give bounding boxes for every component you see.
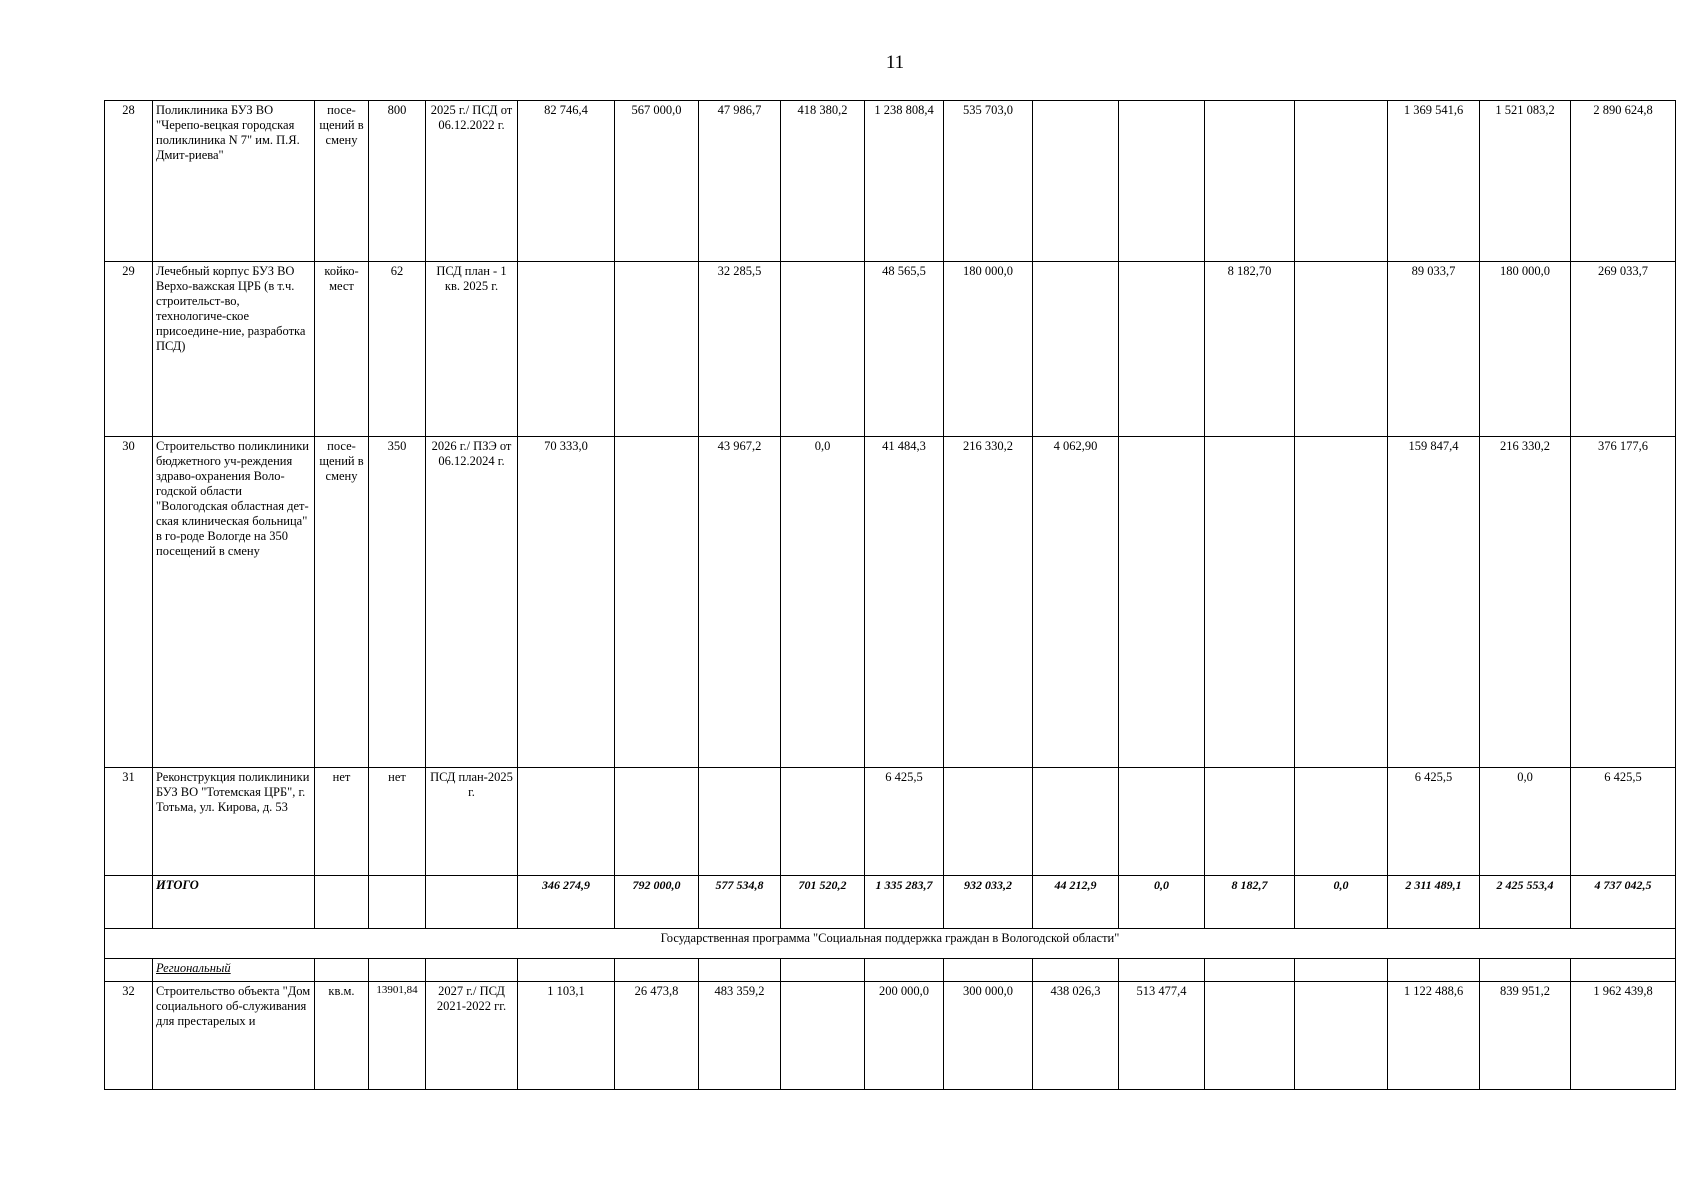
capacity-unit: нет — [315, 768, 369, 876]
total-value: 2 311 489,1 — [1388, 876, 1480, 929]
object-name: Строительство поликлиники бюджетного уч-реждения здраво-охранения Воло-годской области "Вологодская областная дет-ская клиническая больница" в го-роде Вологде на 350 посещений в смену — [153, 437, 315, 768]
value-cell: 0,0 — [781, 437, 865, 768]
completion-term: 2026 г./ ПЗЭ от 06.12.2024 г. — [426, 437, 518, 768]
value-cell — [1119, 768, 1205, 876]
value-cell: 180 000,0 — [1480, 262, 1571, 437]
value-cell — [1205, 101, 1295, 262]
value-cell — [1205, 768, 1295, 876]
value-cell: 1 521 083,2 — [1480, 101, 1571, 262]
table-row — [105, 437, 1676, 768]
value-cell — [1033, 768, 1119, 876]
value-cell: 483 359,2 — [699, 982, 781, 1090]
page-number: 11 — [885, 52, 905, 73]
value-cell — [518, 768, 615, 876]
value-cell — [944, 768, 1033, 876]
value-cell: 216 330,2 — [944, 437, 1033, 768]
object-name: Поликлиника БУЗ ВО "Черепо-вецкая городская поликлиника N 7" им. П.Я. Дмит-риева" — [153, 101, 315, 262]
empty-cell — [865, 959, 944, 982]
value-cell: 6 425,5 — [865, 768, 944, 876]
value-cell: 216 330,2 — [1480, 437, 1571, 768]
value-cell: 269 033,7 — [1571, 262, 1676, 437]
capacity-value: 800 — [369, 101, 426, 262]
value-cell: 47 986,7 — [699, 101, 781, 262]
value-cell — [1205, 982, 1295, 1090]
capacity-value: 62 — [369, 262, 426, 437]
value-cell — [615, 768, 699, 876]
total-label: ИТОГО — [153, 876, 315, 929]
capacity-unit: посе-щений в смену — [315, 437, 369, 768]
empty-cell — [1295, 959, 1388, 982]
value-cell: 4 062,90 — [1033, 437, 1119, 768]
value-cell: 6 425,5 — [1571, 768, 1676, 876]
value-cell: 41 484,3 — [865, 437, 944, 768]
value-cell — [1295, 982, 1388, 1090]
value-cell — [615, 262, 699, 437]
capacity-value: 350 — [369, 437, 426, 768]
program-header-row — [105, 929, 1676, 959]
total-value: 0,0 — [1119, 876, 1205, 929]
value-cell — [1295, 101, 1388, 262]
total-value: 792 000,0 — [615, 876, 699, 929]
value-cell: 8 182,70 — [1205, 262, 1295, 437]
empty-cell — [615, 959, 699, 982]
value-cell: 418 380,2 — [781, 101, 865, 262]
value-cell — [518, 262, 615, 437]
table-row — [105, 768, 1676, 876]
row-number: 29 — [105, 262, 153, 437]
row-number: 28 — [105, 101, 153, 262]
capacity-unit: кв.м. — [315, 982, 369, 1090]
investment-table — [104, 100, 1676, 1090]
capacity-value: 13901,84 — [369, 982, 426, 1090]
row-number: 30 — [105, 437, 153, 768]
value-cell: 1 369 541,6 — [1388, 101, 1480, 262]
empty-cell — [1119, 959, 1205, 982]
object-name: Строительство объекта "Дом социального об-служивания для престарелых и — [153, 982, 315, 1090]
value-cell: 1 962 439,8 — [1571, 982, 1676, 1090]
empty-cell — [1571, 959, 1676, 982]
value-cell — [1295, 262, 1388, 437]
value-cell: 1 122 488,6 — [1388, 982, 1480, 1090]
section-row — [105, 959, 1676, 982]
row-number: 32 — [105, 982, 153, 1090]
value-cell: 32 285,5 — [699, 262, 781, 437]
value-cell: 2 890 624,8 — [1571, 101, 1676, 262]
row-number: 31 — [105, 768, 153, 876]
completion-term: ПСД план - 1 кв. 2025 г. — [426, 262, 518, 437]
table-row — [105, 101, 1676, 262]
value-cell — [1033, 101, 1119, 262]
completion-term: 2027 г./ ПСД 2021-2022 гг. — [426, 982, 518, 1090]
completion-term: 2025 г./ ПСД от 06.12.2022 г. — [426, 101, 518, 262]
value-cell: 82 746,4 — [518, 101, 615, 262]
value-cell: 513 477,4 — [1119, 982, 1205, 1090]
value-cell: 159 847,4 — [1388, 437, 1480, 768]
total-value: 577 534,8 — [699, 876, 781, 929]
value-cell — [1119, 437, 1205, 768]
total-value: 2 425 553,4 — [1480, 876, 1571, 929]
capacity-unit: койко-мест — [315, 262, 369, 437]
value-cell: 839 951,2 — [1480, 982, 1571, 1090]
value-cell — [1033, 262, 1119, 437]
value-cell: 1 103,1 — [518, 982, 615, 1090]
empty-cell — [105, 876, 153, 929]
value-cell — [1205, 437, 1295, 768]
empty-cell — [369, 876, 426, 929]
value-cell: 200 000,0 — [865, 982, 944, 1090]
object-name: Лечебный корпус БУЗ ВО Верхо-важская ЦРБ (в т.ч. строительст-во, технологиче-ское присоедине-ние, разработка ПСД) — [153, 262, 315, 437]
value-cell: 6 425,5 — [1388, 768, 1480, 876]
empty-cell — [1033, 959, 1119, 982]
value-cell — [1295, 437, 1388, 768]
empty-cell — [105, 959, 153, 982]
completion-term: ПСД план-2025 г. — [426, 768, 518, 876]
object-name: Реконструкция поликлиники БУЗ ВО "Тотемская ЦРБ", г. Тотьма, ул. Кирова, д. 53 — [153, 768, 315, 876]
empty-cell — [699, 959, 781, 982]
value-cell — [1119, 101, 1205, 262]
empty-cell — [944, 959, 1033, 982]
empty-cell — [781, 959, 865, 982]
value-cell — [781, 262, 865, 437]
table-row — [105, 982, 1676, 1090]
empty-cell — [1388, 959, 1480, 982]
section-label: Региональный — [153, 959, 315, 982]
empty-cell — [1480, 959, 1571, 982]
total-value: 8 182,7 — [1205, 876, 1295, 929]
capacity-value: нет — [369, 768, 426, 876]
total-value: 44 212,9 — [1033, 876, 1119, 929]
table-row — [105, 262, 1676, 437]
empty-cell — [315, 876, 369, 929]
value-cell: 48 565,5 — [865, 262, 944, 437]
total-row — [105, 876, 1676, 929]
value-cell: 300 000,0 — [944, 982, 1033, 1090]
value-cell — [615, 437, 699, 768]
total-value: 0,0 — [1295, 876, 1388, 929]
empty-cell — [426, 876, 518, 929]
value-cell — [1295, 768, 1388, 876]
total-value: 701 520,2 — [781, 876, 865, 929]
value-cell: 376 177,6 — [1571, 437, 1676, 768]
value-cell: 43 967,2 — [699, 437, 781, 768]
value-cell — [781, 982, 865, 1090]
empty-cell — [1205, 959, 1295, 982]
value-cell — [1119, 262, 1205, 437]
value-cell: 89 033,7 — [1388, 262, 1480, 437]
empty-cell — [426, 959, 518, 982]
value-cell: 0,0 — [1480, 768, 1571, 876]
value-cell: 1 238 808,4 — [865, 101, 944, 262]
program-title: Государственная программа "Социальная поддержка граждан в Вологодской области" — [105, 929, 1676, 959]
value-cell: 26 473,8 — [615, 982, 699, 1090]
value-cell: 438 026,3 — [1033, 982, 1119, 1090]
total-value: 932 033,2 — [944, 876, 1033, 929]
value-cell: 180 000,0 — [944, 262, 1033, 437]
total-value: 346 274,9 — [518, 876, 615, 929]
value-cell: 70 333,0 — [518, 437, 615, 768]
total-value: 4 737 042,5 — [1571, 876, 1676, 929]
empty-cell — [369, 959, 426, 982]
value-cell: 535 703,0 — [944, 101, 1033, 262]
value-cell — [781, 768, 865, 876]
value-cell — [699, 768, 781, 876]
value-cell: 567 000,0 — [615, 101, 699, 262]
empty-cell — [315, 959, 369, 982]
total-value: 1 335 283,7 — [865, 876, 944, 929]
capacity-unit: посе-щений в смену — [315, 101, 369, 262]
empty-cell — [518, 959, 615, 982]
